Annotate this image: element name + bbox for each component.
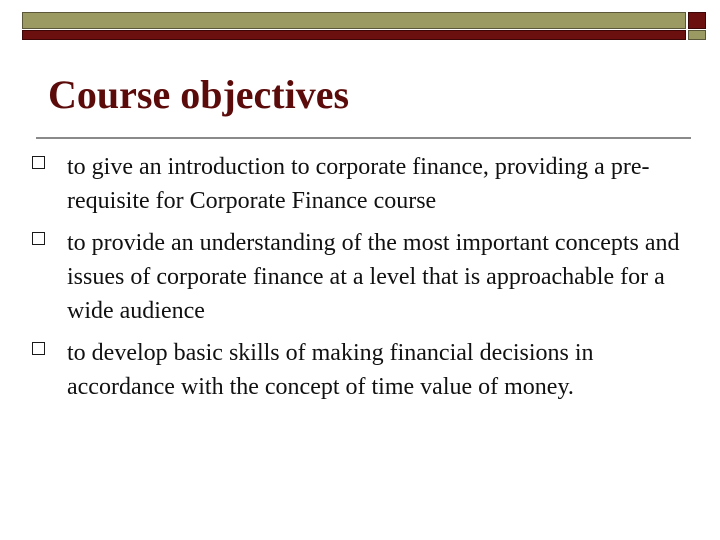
list-item: [32, 336, 692, 404]
header-olive-bar: [22, 12, 686, 29]
hollow-square-bullet-icon: [32, 342, 45, 355]
bullet-text: to develop basic skills of making financial decisions in accordance with the concept of time value of money.: [67, 340, 594, 400]
header-maroon-bar: [22, 30, 686, 40]
hollow-square-bullet-icon: [32, 232, 45, 245]
header-maroon-square: [688, 12, 706, 29]
slide-title: Course objectives: [48, 72, 350, 117]
bullet-text: to provide an understanding of the most important concepts and issues of corporate finance at a level that is approachable for a wide audience: [67, 230, 680, 324]
bullet-text: to give an introduction to corporate finance, providing a pre-requisite for Corporate Finance course: [67, 154, 650, 214]
hollow-square-bullet-icon: [32, 156, 45, 169]
list-item: [32, 226, 692, 328]
list-item: [32, 150, 692, 218]
header-olive-square: [688, 30, 706, 40]
title-divider: [36, 137, 691, 139]
objectives-list: [32, 150, 692, 412]
